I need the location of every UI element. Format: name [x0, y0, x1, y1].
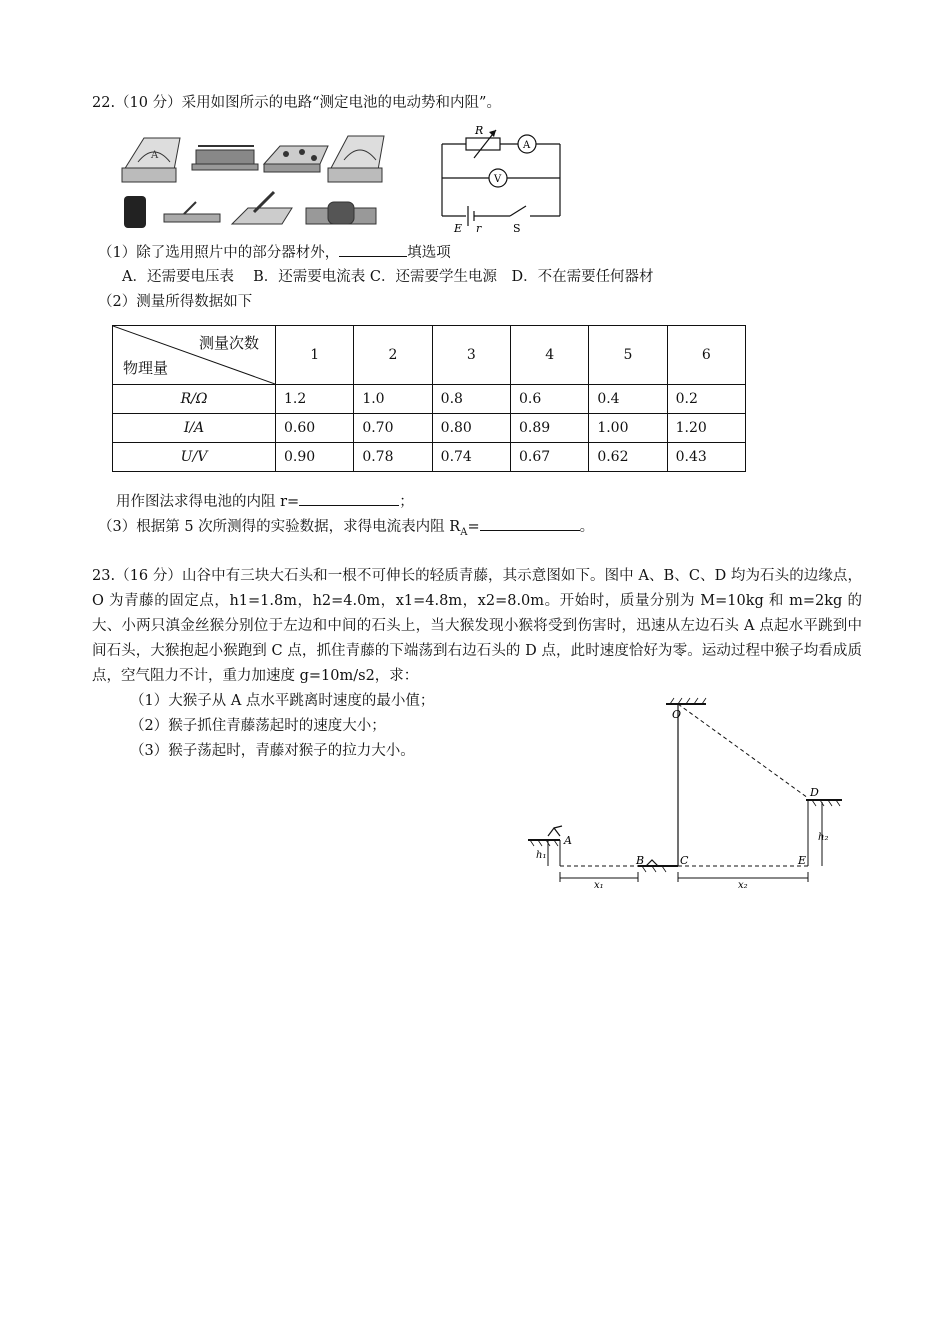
table-cell: 0.2 [667, 385, 745, 414]
table-cell: 1.20 [667, 414, 745, 443]
label-A: A [523, 140, 531, 151]
table-cell: 0.80 [432, 414, 510, 443]
q22-part2: （2）测量所得数据如下 [98, 294, 253, 310]
table-cell: 0.60 [276, 414, 354, 443]
label-E: E [454, 222, 463, 235]
data-table [112, 325, 746, 472]
row-label: R/Ω [113, 385, 276, 414]
table-cell: 0.4 [589, 385, 667, 414]
knife-switch-photo-icon [232, 192, 292, 224]
table-col-header: 1 [276, 326, 354, 385]
voltmeter-photo-icon [328, 136, 384, 182]
table-cell: 0.89 [510, 414, 588, 443]
label-B: B [636, 854, 645, 867]
table-corner-cell: 测量次数 物理量 [113, 326, 276, 385]
rheostat-photo-icon [192, 146, 258, 170]
ammeter-photo-icon [122, 138, 180, 182]
svg-text:A: A [151, 150, 159, 161]
answer-blank-RA[interactable] [480, 516, 580, 531]
table-cell: 0.78 [354, 443, 432, 472]
coil-photo-icon [124, 196, 146, 228]
label-h1: h₁ [536, 850, 547, 861]
battery-photo-icon [306, 202, 376, 224]
label-V: V [494, 174, 502, 185]
table-cell: 0.70 [354, 414, 432, 443]
vine-diagram [520, 690, 850, 890]
table-row [113, 414, 746, 443]
table-cell: 0.90 [276, 443, 354, 472]
q23-paragraph: 23.（16 分）山谷中有三块大石头和一根不可伸长的轻质青藤，其示意图如下。图中 A、B、C、D 均为石头的边缘点，O 为青藤的固定点，h1=1.8m，h2=4.0m，x1=4.8m，x2=8.0m。开始时，质量分别为 M=10kg 和 m=2kg 的大、小两只滇金丝猴分别位于左边和中间的石头上，当大猴发现小猴将受到伤害时，迅速从左边石头 A 点起水平跳到中间石头，大猴抱起小猴跑到 C 点，抓住青藤的下端荡到右边石头的 D 点，此时速度恰好为零。运动过程中猴子均看成质点，空气阻力不计，重力加速度 g=10m/s2，求： [92, 568, 862, 684]
label-x1: x₁ [594, 880, 604, 890]
table-col-header: 6 [667, 326, 745, 385]
answer-blank-r[interactable] [299, 491, 399, 506]
circuit-diagram [434, 118, 568, 236]
table-cell: 0.74 [432, 443, 510, 472]
equipment-photo [116, 128, 406, 232]
table-row [113, 443, 746, 472]
row-label: U/V [113, 443, 276, 472]
q22-graph-line: 用作图法求得电池的内阻 r= ； [116, 491, 414, 512]
resistance-box-photo-icon [264, 146, 328, 172]
label-C: C [680, 854, 689, 867]
table-cell: 1.2 [276, 385, 354, 414]
q22-title: 22.（10 分）采用如图所示的电路“测定电池的电动势和内阻”。 [92, 95, 501, 111]
label-D: D [810, 786, 819, 799]
row-label: I/A [113, 414, 276, 443]
table-cell: 0.6 [510, 385, 588, 414]
q22-part3: （3）根据第 5 次所测得的实验数据，求得电流表内阻 $R_A=$ 。 [98, 516, 594, 543]
table-cell: 0.8 [432, 385, 510, 414]
label-A: A [564, 834, 572, 847]
label-E: E [798, 854, 807, 867]
table-row [113, 385, 746, 414]
label-S: S [513, 222, 521, 235]
label-x2: x₂ [738, 880, 748, 890]
q23-sub1: （1）大猴子从 A 点水平跳离时速度的最小值； [130, 693, 435, 709]
table-cell: 0.43 [667, 443, 745, 472]
table-cell: 1.00 [589, 414, 667, 443]
table-col-header: 3 [432, 326, 510, 385]
switch-photo-icon [164, 202, 220, 222]
label-r: r [476, 222, 482, 235]
table-col-header: 2 [354, 326, 432, 385]
q23-sub2: （2）猴子抓住青藤荡起时的速度大小； [130, 718, 386, 734]
table-cell: 1.0 [354, 385, 432, 414]
table-col-header: 5 [589, 326, 667, 385]
table-cell: 0.67 [510, 443, 588, 472]
label-h2: h₂ [818, 832, 829, 843]
label-O: O [672, 708, 682, 721]
q22-part1: （1）除了选用照片中的部分器材外， 填选项 [98, 242, 451, 263]
label-R: R [475, 124, 484, 137]
table-cell: 0.62 [589, 443, 667, 472]
q23-sub3: （3）猴子荡起时，青藤对猴子的拉力大小。 [130, 743, 415, 759]
q22-options: A．还需要电压表 B．还需要电流表 C．还需要学生电源 D．不在需要任何器材 [122, 269, 654, 285]
table-col-header: 4 [510, 326, 588, 385]
answer-blank-1[interactable] [339, 242, 407, 257]
